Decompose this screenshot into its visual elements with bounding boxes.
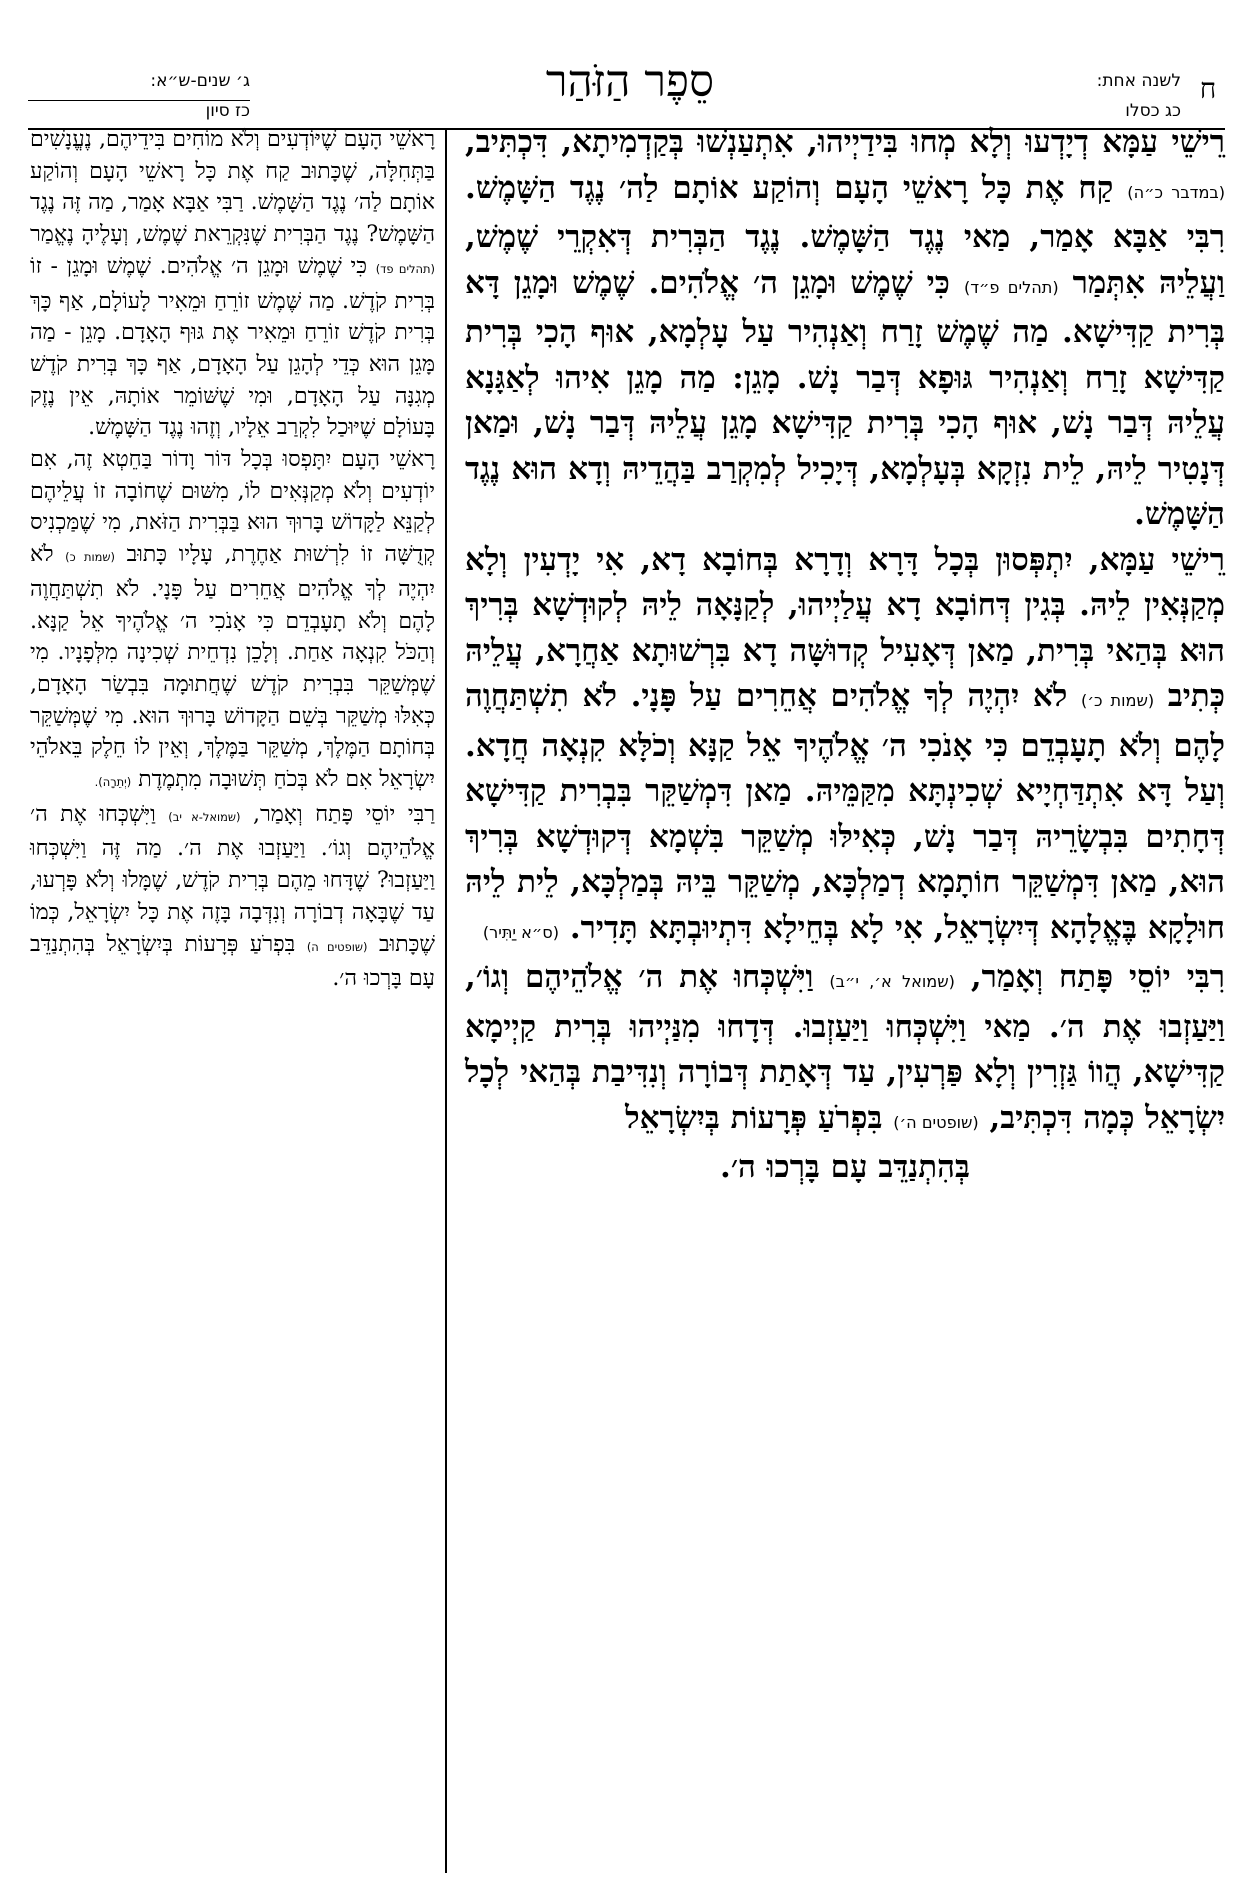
header-divider-small [28,100,250,101]
hebrew-translation-column [30,124,435,995]
verse-reference: (שופטים ה) [306,939,368,954]
main-paragraph-2 [465,538,1225,956]
verse-reference: (במדבר כ״ה) [1127,182,1226,202]
verse-reference: (תהלים פד) [375,261,435,276]
column-divider [445,128,447,1873]
page-number: ח [1199,72,1217,105]
main-closing-line [465,1145,1225,1191]
main-text: לֹא יִהְיֶה לְךָ אֱלֹהִים אֲחֵרִים עַל פָּנָי. לֹא תִשְׁתַּחֲוֶה לָהֶם וְלֹא תָעָבְדֵם כִּי אָנֹכִי ה׳ אֱלֹהֶיךָ אֵל קַנָּא וְכֹלָּא קִנְאָה חֲדָא. וְעַל דָּא אִתְדַּחְיָיא שְׁכִינְתָּא מִקַּמֵּיהּ. מַאן דִּמְשַׁקֵּר בִּבְרִית קַדִּישָׁא דְּחָתִים בִּבְשָׂרֵיהּ דְּבַר נָשׁ, כְּאִילּוּ מְשַׁקֵּר בִּשְׁמָא דְּקוּדְשָׁא בְּרִיךְ הוּא, מַאן דִּמְשַׁקֵּר חוֹתָמָא דְמַלְכָּא, מְשַׁקֵּר בֵּיהּ בְּמַלְכָּא, לֵית לֵיהּ חוּלָקָא בֶּאֱלָהָא דְּיִשְׂרָאֵל, אִי לָא בְּחֵילָא דִּתְיוּבְתָּא תָּדִיר. [465,678,1225,946]
reading-schedule-right [981,66,1181,126]
book-title: סֵפֶר הַזֹּהַר [545,56,715,107]
schedule-label-one-year: לשנה אחת: [1096,71,1181,91]
schedule-date-one-year: כג כסלו [1125,101,1181,121]
main-text: בִּפְרֹעַ פְּרָעוֹת בְּיִשְׂרָאֵל [625,1099,883,1136]
main-text: רֵישֵׁי עַמָּא דְיָדְעוּ וְלָא מְחוּ בִּידַיְיהוּ, אִתְעַנְשׁוּ בְּקַדְמִיתָא, דִּכְתִּיב, [465,124,1225,160]
main-text: בְּהִתְנַדֵּב עָם בָּרְכוּ ה׳. [720,1149,970,1185]
side-text: רָאשֵׁי הָעָם יִתָּפְסוּ בְּכָל דּוֹר וָדוֹר בַּחֵטְא זֶה, אִם יוֹדְעִים וְלֹא מְקַנְּאִים לוֹ, מִשּׁוּם שֶׁחוֹבָה זוֹ עֲלֵיהֶם לְקַנֵּא לַקָּדוֹשׁ בָּרוּךְ הוּא בַּבְּרִית הַזֹּאת, מִי שֶׁמַּכְנִיס קְדֻשָּׁה זוֹ לִרְשׁוּת אַחֶרֶת, עָלָיו כָּתוּב [30,447,436,568]
verse-reference: (שמות כ׳) [1081,691,1155,710]
side-paragraph-2 [30,444,435,799]
variant-note: (יְתֵרָה). [94,775,132,790]
side-text: וַיִּשְׁכְּחוּ אֶת ה׳ אֱלֹהֵיהֶם וְגוֹ׳. וַיַּעַזְבוּ אֶת ה׳. מַה זֶּה וַיִּשְׁכְּחוּ וַיַּעַזְבוּ? שֶׁדָּחוּ מֵהֶם בְּרִית קֹדֶשׁ, שֶׁמָּלוּ וְלֹא פָּרְעוּ, עַד שֶׁבָּאָה דְבוֹרָה וְנִדְּבָה בָּזֶה אֶת כָּל יִשְׂרָאֵל, כְּמוֹ שֶׁכָּתוּב [30,801,435,957]
main-paragraph-3 [465,955,1225,1145]
variant-note: (ס״א יַתִּיר) [482,922,560,942]
main-text: רִבִּי יוֹסֵי פָּתַח וְאָמַר, [970,959,1225,995]
verse-reference: (שמואל-א יב) [168,809,241,824]
verse-reference: (שמות כ) [65,550,115,565]
side-paragraph-3 [30,799,435,995]
main-text: קַח אֶת כָּל רָאשֵׁי הָעָם וְהוֹקַע אוֹתָם לַה׳ נֶגֶד הַשָּׁמֶשׁ. רִבִּי אַבָּא אָמַר, מַאי נֶגֶד הַשָּׁמֶשׁ. נֶגֶד הַבְּרִית דְּאִקְרֵי שֶׁמֶשׁ, וַעֲלֵיהּ אִתְּמַר [465,169,1225,301]
verse-reference: (שמואל א׳, י״ב) [829,972,955,991]
side-paragraph-1 [30,124,435,444]
side-text: כִּי שֶׁמֶשׁ וּמָגֵן ה׳ אֱלֹהִים. שֶׁמֶשׁ וּמָגֵן - זוֹ בְּרִית קֹדֶשׁ. מַה שֶּׁמֶשׁ זוֹרֵחַ וּמֵאִיר לָעוֹלָם, אַף כָּךְ בְּרִית קֹדֶשׁ זוֹרֵחַ וּמֵאִיר אֶת גּוּף הָאָדָם. מָגֵן - מַה מָּגֵן הוּא כְּדֵי לְהָגֵן עַל הָאָדָם, אַף כָּךְ בְּרִית קֹדֶשׁ מְגִנָּה עַל הָאָדָם, וּמִי שֶׁשּׁוֹמֵר אוֹתָהּ, אֵין נֶזֶק בָּעוֹלָם שֶׁיּוּכַל לִקְרַב אֵלָיו, וְזֶהוּ נֶגֶד הַשָּׁמֶשׁ. [30,253,435,441]
reading-schedule-left [30,66,250,126]
verse-reference: (תהלים פ״ד) [963,277,1059,297]
side-text: לֹא יִהְיֶה לְךָ אֱלֹהִים אֲחֵרִים עַל פָּנָי. לֹא תִשְׁתַּחֲוֶה לָהֶם וְלֹא תָעָבְדֵם כִּי אָנֹכִי ה׳ אֱלֹהֶיךָ אֵל קַנָּא. וְהַכֹּל קִנְאָה אַחַת. וְלָכֵן נִדְחֵית שְׁכִינָה מִלְּפָנָיו. מִי שֶׁמְּשַׁקֵּר בִּבְרִית קֹדֶשׁ שֶׁחֲתוּמָה בִּבְשַׂר הָאָדָם, כְּאִלּוּ מְשַׁקֵּר בְּשֵׁם הַקָּדוֹשׁ בָּרוּךְ הוּא. מִי שֶׁמְּשַׁקֵּר בְּחוֹתָם הַמֶּלֶךְ, מְשַׁקֵּר בַּמֶּלֶךְ, וְאֵין לוֹ חֵלֶק בֵּאלֹהֵי יִשְׂרָאֵל אִם לֹא בְּכֹחַ תְּשׁוּבָה מִתְמֶדֶת [30,542,435,793]
main-text: כִּי שֶׁמֶשׁ וּמָגֵן ה׳ אֱלֹהִים. שֶׁמֶשׁ וּמָגֵן דָּא בְּרִית קַדִּישָׁא. מַה שֶׁמֶשׁ זָרַח וְאַנְהִיר עַל עָלְמָא, אוּף הָכִי בְּרִית קַדִּישָׁא זָרַח וְאַנְהִיר גּוּפָא דְּבַר נָשׁ. מָגֵן: מַה מָגֵן אִיהוּ לְאַגָּנָא עֲלֵיהּ דְּבַר נָשׁ, אוּף הָכִי בְּרִית קַדִּישָׁא מָגֵן עֲלֵיהּ דְּבַר נָשׁ, וּמַאן דְּנָטִיר לֵיהּ, לֵית נִזְקָא בְּעָלְמָא, דְּיָכִיל לְמִקְרַב בַּהֲדֵיהּ וְדָא הוּא נֶגֶד הַשָּׁמֶשׁ. [465,264,1225,532]
main-text: רֵישֵׁי עַמָּא, יִתְפְּסוּן בְּכָל דָּרָא וְדָרָא בְּחוֹבָא דָא, אִי יָדְעִין וְלָא מְקַנְּאִין לֵיהּ. בְּגִין דְּחוֹבָא דָא עֲלַיְיהוּ, לְקַנָּאָה לֵיהּ לְקוּדְשָׁא בְּרִיךְ הוּא בְּהַאי בְּרִית, מַאן דְּאָעִיל קְדוּשָּׁה דָא בִּרְשׁוּתָא אַחֲרָא, עֲלֵיהּ כְּתִיב [465,541,1225,714]
schedule-date-three-years: כז סיון [205,101,250,121]
schedule-label-three-years: ג׳ שנים-ש״א: [150,71,250,91]
verse-reference: (שופטים ה׳) [893,1112,979,1132]
side-text: בִּפְרֹעַ פְּרָעוֹת בְּיִשְׂרָאֵל בְּהִתְנַדֵּב עָם בָּרְכוּ ה׳. [30,931,435,992]
main-text: וַיִּשְׁכְּחוּ אֶת ה׳ אֱלֹהֵיהֶם וְגוֹ׳, וַיַּעַזְבוּ אֶת ה׳. מַאי וַיִּשְׁכְּחוּ וַיַּעַזְבוּ. דְּדָחוּ מִנַּיְיהוּ בְּרִית קַיְימָא קַדִּישָׁא, הֲווֹ גַּזְרִין וְלָא פַּרְעִין, עַד דְּאָתַת דְּבוֹרָה וְנִדִּיבַת בְּהַאי לְכָל יִשְׂרָאֵל כְּמָה דִּכְתִּיב, [465,959,1225,1136]
side-text: רַבִּי יוֹסֵי פָּתַח וְאָמַר, [252,801,435,827]
main-paragraph-1 [465,120,1225,538]
side-text: רָאשֵׁי הָעָם שֶׁיּוֹדְעִים וְלֹא מוֹחִים בִּידֵיהֶם, נֶעֱנָשִׁים בַּתְּחִלָּה, שֶׁכָּתוּב קַח אֶת כָּל רָאשֵׁי הָעָם וְהוֹקַע אוֹתָם לַה׳ נֶגֶד הַשָּׁמֶשׁ. רַבִּי אַבָּא אָמַר, מַה זֶּה נֶגֶד הַשָּׁמֶשׁ? נֶגֶד הַבְּרִית שֶׁנִּקְרֵאת שֶׁמֶשׁ, וְעָלֶיהָ נֶאֱמַר [30,127,435,248]
aramaic-text-column [465,120,1225,1191]
